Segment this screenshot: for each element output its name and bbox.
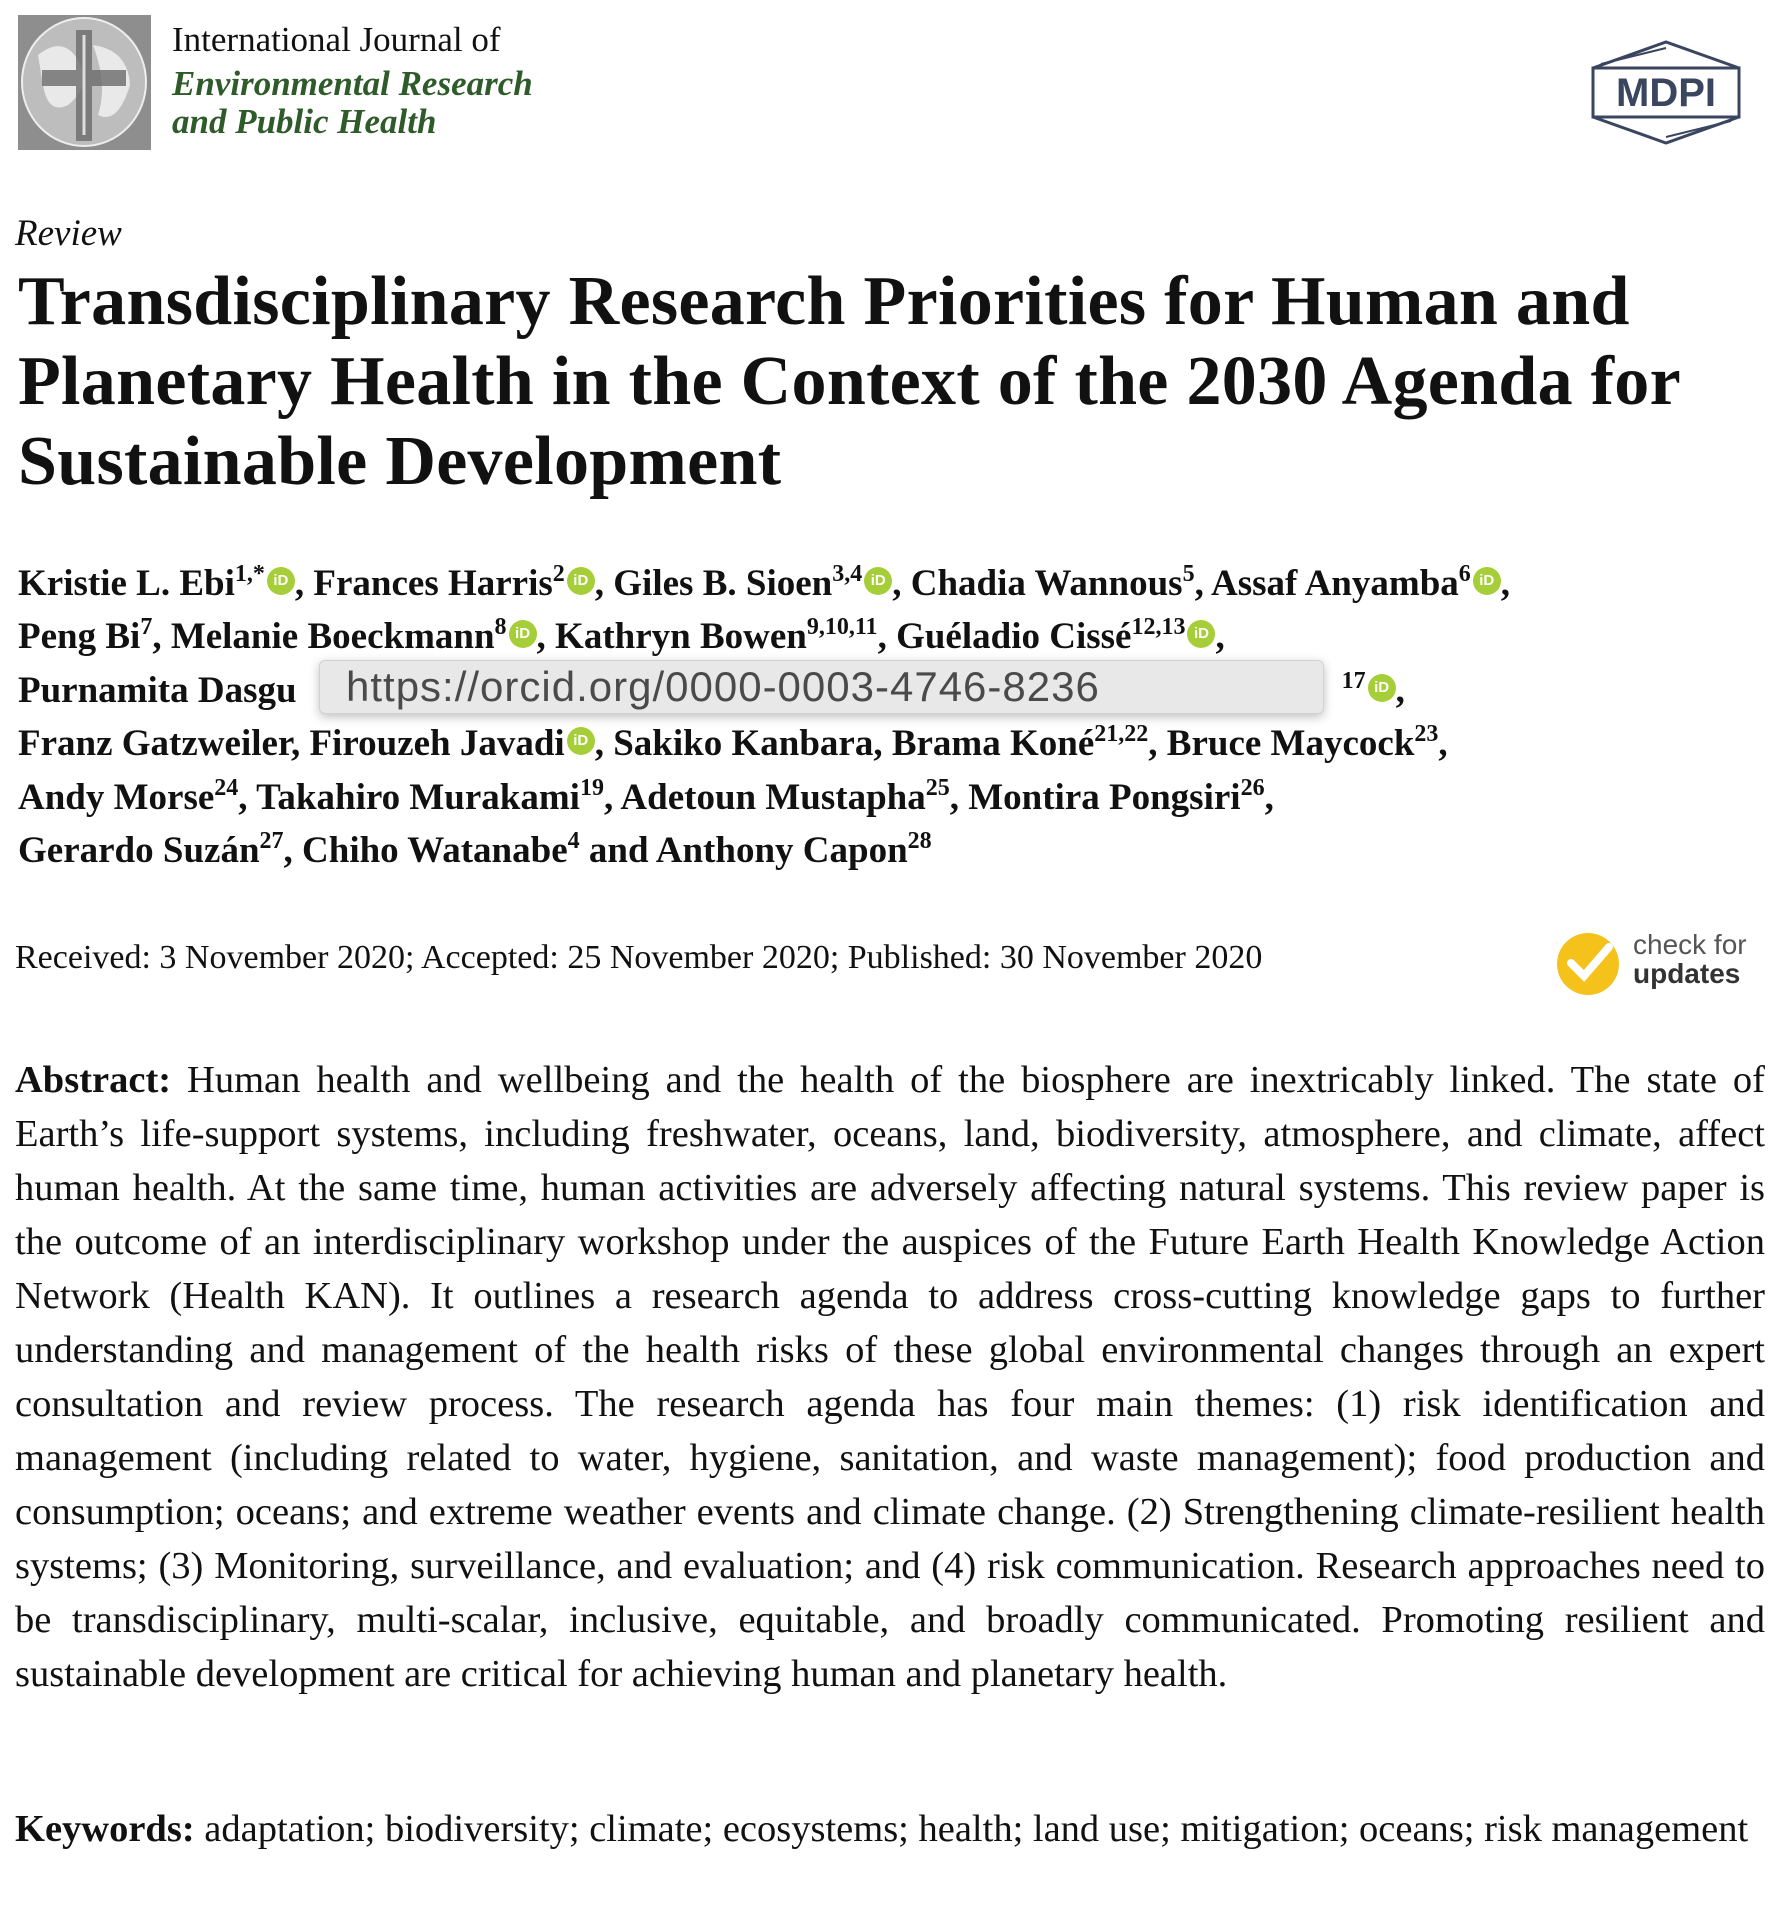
author[interactable]: Andy Morse$^{24}$: [18, 774, 239, 818]
orcid-icon[interactable]: iD: [509, 620, 537, 648]
abstract-text: Human health and wellbeing and the health of the biosphere are inextricably linked. The state of Earth’s life-support systems, including freshwater, oceans, land, biodiversity, atmosphere, and climate, affect human health. At the same time, human activities are adversely affecting natural systems. This review paper is the outcome of an interdisciplinary workshop under the auspices of the Future Earth Health Knowledge Action Network (Health KAN). It outlines a research agenda to address cross-cutting knowledge gaps to further understanding and management of the health risks of these global environmental changes through an expert consultation and review process. The research agenda has four main themes: (1) risk identification and management (including related to water, hygiene, sanitation, and waste management); food production and consumption; oceans; and extreme weather events and climate change. (2) Strengthening climate-resilient health systems; (3) Monitoring, surveillance, and evaluation; and (4) risk communication. Research approaches need to be transdisciplinary, multi-scalar, inclusive, equitable, and broadly communicated. Promoting resilient and sustainable development are critical for achieving human and planetary health.: [15, 1059, 1766, 1695]
author-line: Purnamita Dasgu $^{17}$ iD ,: [18, 667, 1405, 711]
orcid-icon[interactable]: iD: [1368, 674, 1396, 702]
orcid-icon[interactable]: iD: [864, 567, 892, 595]
journal-logo: [18, 15, 151, 150]
keywords-label: Keywords:: [15, 1808, 195, 1850]
author[interactable]: , Adetoun Mustapha$^{25}$: [603, 774, 950, 818]
author-line: Franz Gatzweiler, Firouzeh Javadi iD , Sakiko Kanbara, Brama Koné$^{21,22}$, Bruce Maycock$^{23}$,: [18, 721, 1448, 765]
orcid-icon[interactable]: iD: [1187, 620, 1215, 648]
author[interactable]: , Melanie Boeckmann$^8$ iD: [152, 616, 536, 657]
publication-dates: Received: 3 November 2020; Accepted: 25 November 2020; Published: 30 November 2020: [15, 939, 1263, 976]
keywords: [15, 1802, 1765, 1856]
journal-name-line3: and Public Health: [172, 102, 437, 141]
author[interactable]: , Sakiko Kanbara: [594, 723, 874, 765]
author[interactable]: , Frances Harris$^2$ iD: [295, 563, 595, 604]
orcid-icon[interactable]: iD: [267, 567, 295, 595]
orcid-icon[interactable]: iD: [1473, 567, 1501, 595]
author-line: Peng Bi$^7$, Melanie Boeckmann$^8$ iD , Kathryn Bowen$^{9,10,11}$, Guéladio Cissé$^{12,13}$ iD ,: [18, 614, 1225, 658]
article-type: Review: [15, 213, 122, 254]
journal-name-line2: Environmental Research: [172, 64, 533, 103]
author[interactable]: , Giles B. Sioen$^{3,4}$ iD: [595, 563, 892, 604]
author[interactable]: , Chiho Watanabe$^4$: [283, 827, 580, 871]
keywords-text: adaptation; biodiversity; climate; ecosystems; health; land use; mitigation; oceans; risk management: [204, 1808, 1749, 1850]
author[interactable]: and Anthony Capon$^{28}$: [579, 827, 932, 871]
author[interactable]: , Bruce Maycock$^{23}$: [1148, 721, 1439, 765]
svg-text:MDPI: MDPI: [1616, 71, 1716, 115]
author[interactable]: , Kathryn Bowen$^{9,10,11}$: [536, 614, 878, 658]
journal-name-line1: International Journal of: [172, 20, 501, 59]
author-line: [18, 824, 1768, 877]
author-list: [18, 557, 1768, 877]
author[interactable]: , Firouzeh Javadi: [290, 723, 565, 765]
author[interactable]: Purnamita Dasgu: [18, 669, 297, 711]
author[interactable]: Peng Bi$^7$: [18, 614, 153, 658]
check-updates-label: updates: [1633, 958, 1741, 989]
author-line: Andy Morse$^{24}$, Takahiro Murakami$^{19}$, Adetoun Mustapha$^{25}$, Montira Pongsiri$^{26}$,: [18, 774, 1274, 818]
author-affiliation: 17: [1341, 667, 1366, 694]
author[interactable]: , Takahiro Murakami$^{19}$: [238, 774, 604, 818]
author[interactable]: Gerardo Suzán$^{27}$: [18, 827, 284, 871]
orcid-link-tooltip: https://orcid.org/0000-0003-4746-8236: [319, 660, 1324, 714]
author[interactable]: Kristie L. Ebi$^{1,*}$ iD: [18, 563, 295, 604]
article-title: Transdisciplinary Research Priorities for Human and Planetary Health in the Context of the 2030 Agenda for Sustainable Development: [18, 263, 1680, 500]
abstract: [15, 1053, 1765, 1701]
orcid-icon[interactable]: iD: [567, 567, 595, 595]
globe-caduceus-icon: [18, 15, 151, 150]
mdpi-logo: [1585, 40, 1747, 145]
author[interactable]: , Montira Pongsiri$^{26}$: [949, 774, 1265, 818]
checkmark-icon: [1557, 933, 1619, 995]
abstract-label: Abstract:: [15, 1059, 172, 1101]
author[interactable]: , Guéladio Cissé$^{12,13}$ iD: [878, 616, 1216, 657]
author[interactable]: , Assaf Anyamba$^6$ iD: [1195, 563, 1501, 604]
check-for-updates-button[interactable]: [1557, 930, 1767, 996]
author[interactable]: , Brama Koné$^{21,22}$: [873, 721, 1149, 765]
author-line: Kristie L. Ebi$^{1,*}$ iD , Frances Harris$^2$ iD , Giles B. Sioen$^{3,4}$ iD , Chadia Wannous$^5$, Assaf Anyamba$^6$ iD ,: [18, 561, 1511, 604]
check-updates-label: check for: [1633, 929, 1747, 960]
author[interactable]: Franz Gatzweiler: [18, 723, 291, 765]
author[interactable]: , Chadia Wannous$^5$: [892, 561, 1195, 604]
orcid-icon[interactable]: iD: [567, 727, 595, 755]
